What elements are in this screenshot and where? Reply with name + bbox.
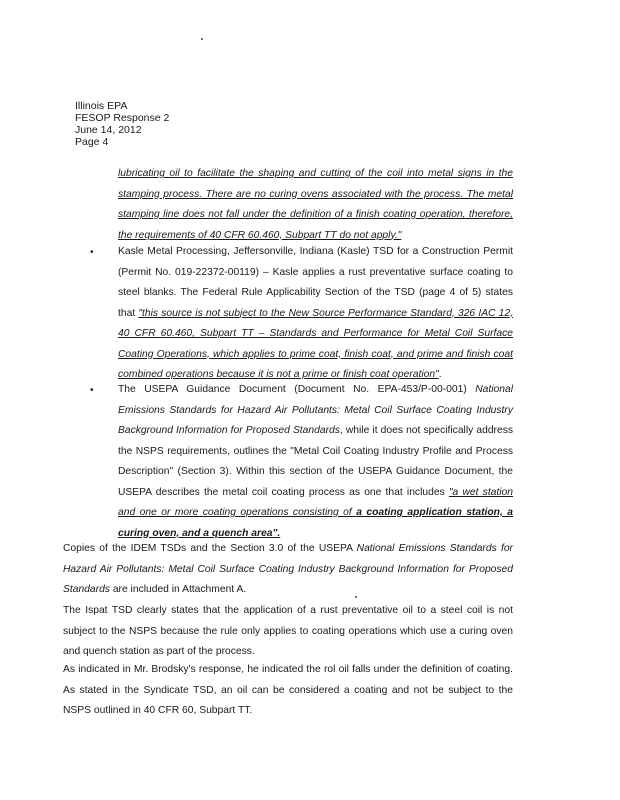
bullet-usepa-title: National Emissions Standards for Hazard Air Pollutants: Metal Coil Surface Coating Industry Background Information for Proposed Standards bbox=[118, 384, 513, 436]
bullet-kasle-text: Kasle Metal Processing, Jeffersonville, Indiana (Kasle) TSD for a Construction Permit (Permit No. 019-22372-00119) – Kasle applies a rust preventative surface coating to steel blanks. The Federal Rule Applicability Section of the TSD (page 4 of 5) states that bbox=[118, 246, 513, 319]
bullet-kasle bbox=[118, 242, 513, 386]
bullet-usepa-quote2: ". bbox=[272, 527, 281, 539]
continued-quote: lubricating oil to facilitate the shaping and cutting of the coil into metal signs in the stamping process. There are no curing ovens associated with the process. The metal stamping line does not fall under the definition of a finish coating operation, therefore, the requirements of 40 CFR 60.460, Subpart TT do not apply." bbox=[118, 168, 513, 241]
bullet-usepa-text2: , while it does not specifically address the NSPS requirements, outlines the "Metal Coil Coating Industry Profile and Process Description" (Section 3). Within this section of the USEPA Guidance Document, the USEPA describes the metal coil coating process as one that includes bbox=[118, 425, 513, 498]
page-header bbox=[75, 100, 169, 148]
paragraph-copies-title: National Emissions Standards for Hazard Air Pollutants: Metal Coil Surface Coating Industry Background Information for Proposed Standards bbox=[63, 543, 513, 595]
bullet-usepa-quote1: "a wet station and one or more coating operations consisting of bbox=[118, 486, 514, 518]
header-page-number: Page 4 bbox=[75, 136, 109, 148]
bullet-usepa-text1: The USEPA Guidance Document (Document No. EPA-453/P-00-001) bbox=[118, 384, 476, 395]
bullet-kasle-quote: "this source is not subject to the New Source Performance Standard, 326 IAC 12, 40 CFR 60.460, Subpart TT – Standards and Performance for Metal Coil Surface Coating Operations, which applies to prime coat, finish coat, and prime and finish coat combined operations because it is not a prime or finish coat operation" bbox=[118, 307, 513, 380]
header-recipient: Illinois EPA bbox=[75, 100, 128, 112]
bullet-usepa-quote-bold: a coating application station, a curing oven, and a quench area bbox=[118, 507, 513, 539]
bullet-icon: • bbox=[90, 385, 94, 396]
paragraph-ispat: The Ispat TSD clearly states that the application of a rust preventative oil to a steel coil is not subject to the NSPS because the rule only applies to coating operations which use a curing oven and quench station as part of the process. bbox=[63, 605, 513, 657]
bullet-usepa bbox=[118, 380, 513, 544]
paragraph-copies-text2: are included in Attachment A. bbox=[109, 584, 247, 595]
bullet-kasle-end: . bbox=[438, 369, 442, 380]
paragraph-copies bbox=[63, 539, 513, 601]
paragraph-copies-text1: Copies of the IDEM TSDs and the Section 3.0 of the USEPA bbox=[63, 543, 357, 554]
paragraph-brodsky: As indicated in Mr. Brodsky's response, he indicated the rol oil falls under the definition of coating. As stated in the Syndicate TSD, an oil can be considered a coating and not be subject to the NSPS outlined in 40 CFR 60, Subpart TT. bbox=[63, 664, 513, 716]
header-date: June 14, 2012 bbox=[75, 124, 142, 136]
header-subject: FESOP Response 2 bbox=[75, 112, 170, 124]
bullet-icon: • bbox=[90, 247, 94, 258]
scan-speck bbox=[201, 38, 203, 40]
